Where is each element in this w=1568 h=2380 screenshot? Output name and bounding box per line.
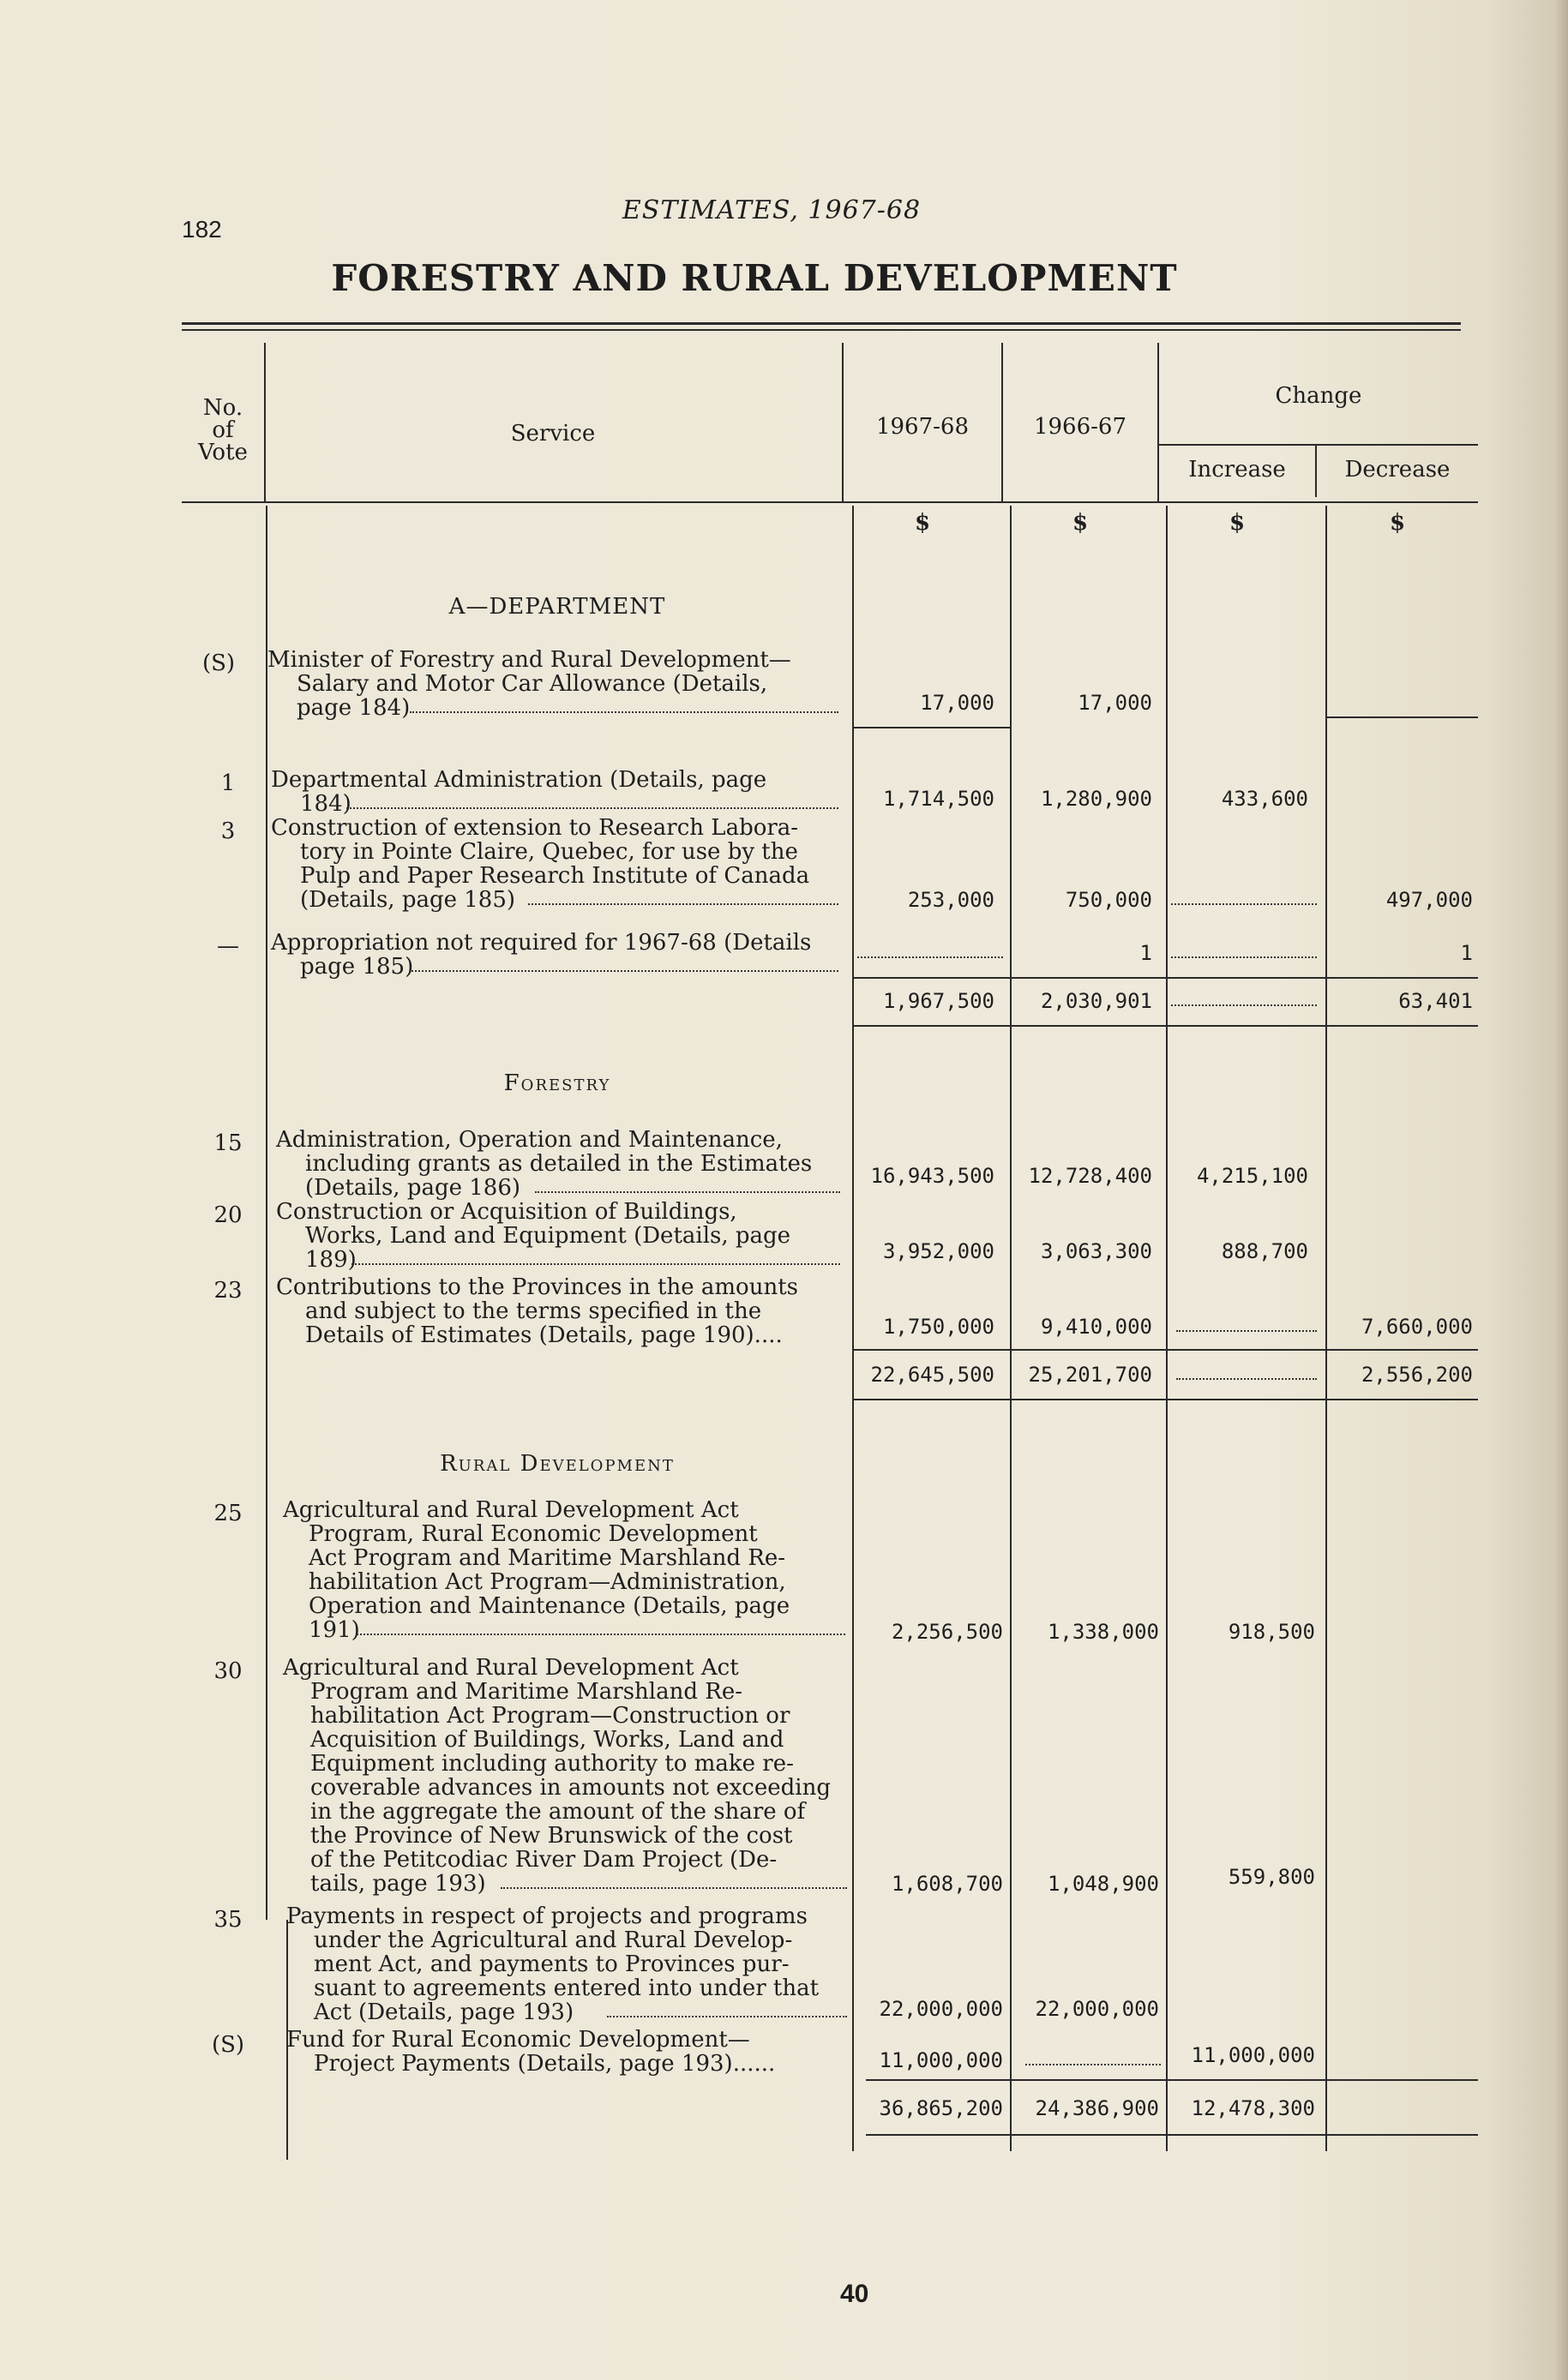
subtotal-rule bbox=[854, 1025, 1478, 1027]
dot-leader bbox=[607, 2016, 847, 2017]
service-line: Fund for Rural Economic Development— bbox=[286, 2027, 750, 2053]
year-1967-header: 1967-68 bbox=[875, 414, 970, 440]
year-1966-header: 1966-67 bbox=[1033, 414, 1127, 440]
currency-label: $ bbox=[1072, 510, 1089, 536]
service-line: Payments in respect of projects and programs bbox=[286, 1903, 808, 1929]
amount-increase: 4,215,100 bbox=[1196, 1164, 1308, 1188]
vote-number: 23 bbox=[213, 1278, 243, 1304]
service-line: Act (Details, page 193) bbox=[314, 1999, 574, 2025]
service-line: under the Agricultural and Rural Develop- bbox=[314, 1927, 793, 1953]
amount-1967: 253,000 bbox=[907, 888, 994, 912]
vote-number: 3 bbox=[220, 818, 236, 844]
service-line: including grants as detailed in the Estimates bbox=[305, 1151, 813, 1177]
amount-1967: 2,256,500 bbox=[891, 1620, 1003, 1644]
header-underline bbox=[182, 501, 1478, 503]
service-line: suant to agreements entered into under that bbox=[314, 1975, 820, 2001]
vote-number: 15 bbox=[213, 1130, 243, 1156]
dot-leader bbox=[535, 1191, 840, 1193]
sheet-number: 40 bbox=[840, 2280, 869, 2308]
dot-leader bbox=[1176, 1330, 1317, 1332]
service-column-rule bbox=[266, 506, 267, 1920]
dot-leader bbox=[1176, 1378, 1317, 1380]
service-line: Program and Maritime Marshland Re- bbox=[310, 1679, 743, 1705]
amount-increase: 433,600 bbox=[1221, 787, 1308, 811]
dot-leader bbox=[412, 970, 838, 972]
dot-leader bbox=[1025, 2064, 1161, 2065]
row-rule bbox=[1327, 716, 1478, 718]
service-line: 191) bbox=[309, 1617, 360, 1643]
service-line: Act Program and Maritime Marshland Re- bbox=[309, 1545, 786, 1571]
subtotal-rule bbox=[866, 2079, 1478, 2081]
change-underline bbox=[1159, 444, 1478, 446]
subtotal-rule bbox=[854, 977, 1478, 979]
service-line: (Details, page 186) bbox=[305, 1175, 521, 1201]
subtotal-1966: 24,386,900 bbox=[1035, 2096, 1159, 2120]
dot-leader bbox=[357, 1634, 845, 1635]
y1-column-rule bbox=[852, 506, 854, 2151]
top-rule bbox=[182, 322, 1461, 325]
subtotal-1967: 1,967,500 bbox=[882, 989, 994, 1013]
service-line: 189) bbox=[305, 1247, 357, 1273]
section-heading-rural-development: Rural Development bbox=[440, 1451, 675, 1477]
amount-1966: 3,063,300 bbox=[1040, 1239, 1152, 1263]
vote-number: 20 bbox=[213, 1202, 243, 1228]
service-line: Contributions to the Provinces in the amounts bbox=[276, 1274, 798, 1300]
service-line: Details of Estimates (Details, page 190).... bbox=[305, 1322, 783, 1348]
vote-number: 25 bbox=[213, 1501, 243, 1526]
service-line: tails, page 193) bbox=[310, 1871, 486, 1897]
amount-1966: 750,000 bbox=[1065, 888, 1152, 912]
service-line: Project Payments (Details, page 193)...... bbox=[314, 2051, 776, 2077]
subtotal-increase: 12,478,300 bbox=[1191, 2096, 1315, 2120]
vote-header-vote: Vote bbox=[198, 440, 248, 465]
amount-increase: 918,500 bbox=[1228, 1620, 1315, 1644]
amount-1966: 1,048,900 bbox=[1047, 1872, 1159, 1896]
dot-leader bbox=[351, 1263, 840, 1265]
vote-number: 1 bbox=[220, 770, 236, 796]
subtotal-1966: 2,030,901 bbox=[1040, 989, 1152, 1013]
vote-header-no: No. bbox=[202, 395, 243, 421]
dot-leader bbox=[1171, 956, 1317, 958]
vote-number: (S) bbox=[211, 2032, 245, 2058]
amount-1967: 1,714,500 bbox=[882, 787, 994, 811]
service-line: habilitation Act Program—Administration, bbox=[309, 1569, 786, 1595]
decrease-header: Decrease bbox=[1344, 457, 1451, 483]
amount-increase: 11,000,000 bbox=[1191, 2043, 1315, 2067]
subtotal-decrease: 2,556,200 bbox=[1361, 1363, 1473, 1387]
service-line: ment Act, and payments to Provinces pur- bbox=[314, 1951, 790, 1977]
amount-1966: 1,338,000 bbox=[1047, 1620, 1159, 1644]
subtotal-decrease: 63,401 bbox=[1398, 989, 1473, 1013]
service-line: (Details, page 185) bbox=[300, 887, 516, 913]
amount-increase: 888,700 bbox=[1221, 1239, 1308, 1263]
subtotal-rule bbox=[854, 1399, 1478, 1400]
service-line: Construction of extension to Research Labora- bbox=[271, 815, 799, 841]
subtotal-rule bbox=[866, 2134, 1478, 2136]
amount-decrease: 7,660,000 bbox=[1361, 1315, 1473, 1339]
dot-leader bbox=[1171, 903, 1317, 905]
amount-decrease: 1 bbox=[1460, 941, 1473, 965]
subtotal-1967: 36,865,200 bbox=[879, 2096, 1003, 2120]
vote-number: (S) bbox=[201, 650, 236, 676]
service-line: Minister of Forestry and Rural Development— bbox=[267, 647, 791, 673]
service-line: Agricultural and Rural Development Act bbox=[283, 1655, 739, 1681]
amount-1967: 3,952,000 bbox=[882, 1239, 994, 1263]
amount-1967: 1,750,000 bbox=[882, 1315, 994, 1339]
page-number: 182 bbox=[182, 216, 222, 243]
service-line: Pulp and Paper Research Institute of Canada bbox=[300, 863, 810, 889]
top-rule-2 bbox=[182, 329, 1461, 331]
page-title: FORESTRY AND RURAL DEVELOPMENT bbox=[331, 257, 1178, 299]
inc-column-rule bbox=[1166, 506, 1168, 2151]
service-line: habilitation Act Program—Construction or bbox=[310, 1703, 790, 1729]
service-line: Appropriation not required for 1967-68 (Details bbox=[271, 930, 812, 956]
service-line: Construction or Acquisition of Buildings, bbox=[276, 1199, 737, 1225]
subtotal-1967: 22,645,500 bbox=[870, 1363, 994, 1387]
amount-increase: 559,800 bbox=[1228, 1865, 1315, 1889]
section-heading-forestry: Forestry bbox=[503, 1070, 611, 1096]
y2-column-rule bbox=[1010, 506, 1012, 2151]
page-spine bbox=[1553, 0, 1568, 2380]
change-header: Change bbox=[1275, 383, 1362, 409]
currency-label: $ bbox=[1389, 510, 1406, 536]
dot-leader bbox=[410, 711, 838, 713]
service-line: of the Petitcodiac River Dam Project (De- bbox=[310, 1847, 778, 1873]
vote-header-of: of bbox=[212, 417, 234, 443]
amount-1967: 11,000,000 bbox=[879, 2048, 1003, 2072]
service-line: tory in Pointe Claire, Quebec, for use by the bbox=[300, 839, 798, 865]
service-line: Works, Land and Equipment (Details, page bbox=[305, 1223, 791, 1249]
amount-1966: 1,280,900 bbox=[1040, 787, 1152, 811]
dot-leader bbox=[501, 1887, 847, 1889]
service-line: Equipment including authority to make re- bbox=[310, 1751, 794, 1777]
vote-number: — bbox=[217, 933, 239, 959]
service-line: 184) bbox=[300, 791, 351, 817]
amount-1967: 22,000,000 bbox=[879, 1997, 1003, 2021]
service-line: and subject to the terms specified in the bbox=[305, 1298, 762, 1324]
dec-column-rule bbox=[1325, 506, 1327, 2151]
dot-leader bbox=[346, 807, 838, 809]
service-line: Program, Rural Economic Development bbox=[309, 1521, 758, 1547]
amount-1967: 16,943,500 bbox=[870, 1164, 994, 1188]
service-line: Administration, Operation and Maintenance, bbox=[276, 1127, 783, 1153]
vote-number: 30 bbox=[213, 1658, 243, 1684]
currency-label: $ bbox=[914, 510, 931, 536]
service-line: the Province of New Brunswick of the cost bbox=[310, 1823, 793, 1849]
amount-1966: 1 bbox=[1139, 941, 1152, 965]
service-line: Acquisition of Buildings, Works, Land and bbox=[310, 1727, 784, 1753]
subtotal-1966: 25,201,700 bbox=[1028, 1363, 1152, 1387]
amount-decrease: 497,000 bbox=[1385, 888, 1473, 912]
service-line: coverable advances in amounts not exceeding bbox=[310, 1775, 831, 1801]
service-line: page 184) bbox=[297, 695, 411, 721]
amount-1966: 17,000 bbox=[1078, 691, 1152, 715]
section-heading-department: A—DEPARTMENT bbox=[448, 594, 666, 620]
dot-leader bbox=[1171, 1004, 1317, 1006]
subtotal-rule bbox=[854, 1349, 1478, 1351]
amount-1966: 9,410,000 bbox=[1040, 1315, 1152, 1339]
service-line: page 185) bbox=[300, 954, 414, 980]
service-header: Service bbox=[510, 421, 596, 447]
dot-leader bbox=[857, 956, 1003, 958]
dot-leader bbox=[528, 903, 838, 905]
running-title: ESTIMATES, 1967-68 bbox=[622, 195, 922, 225]
service-line: in the aggregate the amount of the share of bbox=[310, 1799, 806, 1825]
amount-1967: 1,608,700 bbox=[891, 1872, 1003, 1896]
service-line: Operation and Maintenance (Details, page bbox=[309, 1593, 790, 1619]
amount-1966: 22,000,000 bbox=[1035, 1997, 1159, 2021]
currency-label: $ bbox=[1229, 510, 1246, 536]
increase-header: Increase bbox=[1188, 457, 1286, 483]
service-line: Agricultural and Rural Development Act bbox=[283, 1497, 739, 1523]
vote-number: 35 bbox=[213, 1907, 243, 1933]
row-rule bbox=[854, 727, 1012, 728]
amount-1966: 12,728,400 bbox=[1028, 1164, 1152, 1188]
amount-1967: 17,000 bbox=[920, 691, 994, 715]
service-line: Departmental Administration (Details, page bbox=[271, 767, 767, 793]
service-line: Salary and Motor Car Allowance (Details, bbox=[297, 671, 768, 697]
